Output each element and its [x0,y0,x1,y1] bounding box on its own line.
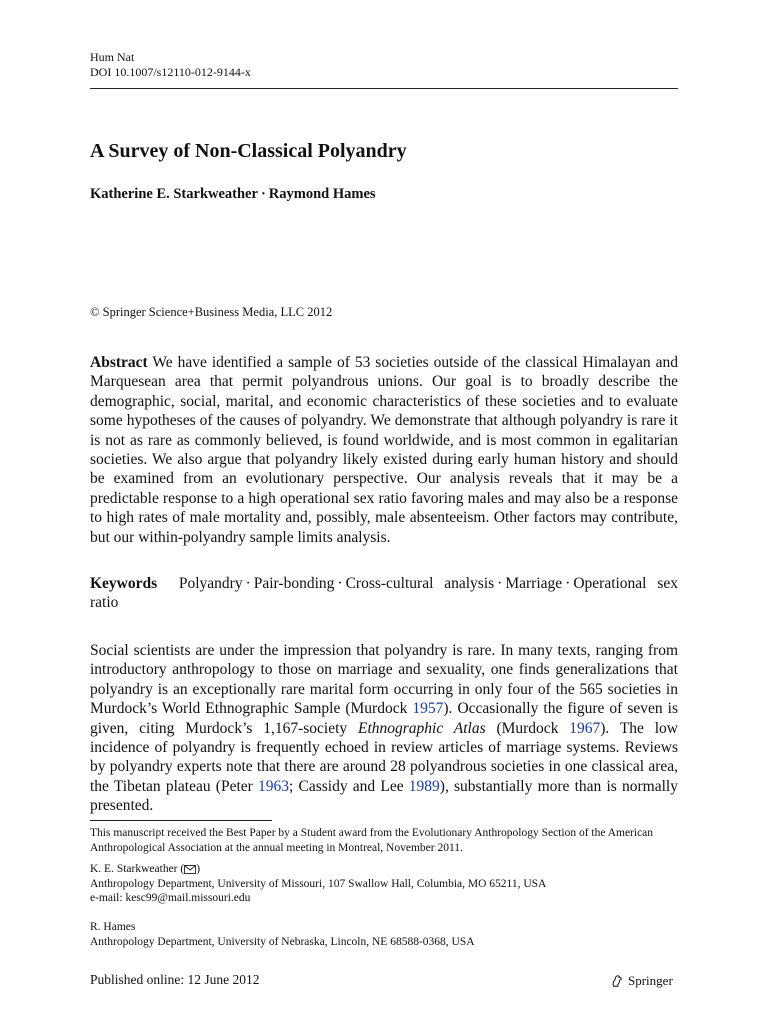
italic-title: Ethnographic Atlas [357,719,486,737]
keyword: Marriage [505,575,563,592]
doi: DOI 10.1007/s12110-012-9144-x [90,65,251,79]
email[interactable]: e-mail: kesc99@mail.missouri.edu [90,892,251,905]
published-date: Published online: 12 June 2012 [90,972,260,987]
envelope-icon [184,865,196,874]
keyword: Pair-bonding [253,575,335,592]
affiliation-2 [90,920,690,949]
copyright-notice: © Springer Science+Business Media, LLC 2012 [90,305,333,319]
author-name: Raymond Hames [268,186,376,202]
keyword: Cross-cultural analysis [345,575,495,592]
citation-link[interactable]: 1967 [569,719,601,737]
keywords-label: Keywords [90,575,158,592]
affiliation-dept: Anthropology Department, University of Nebraska, Lincoln, NE 68588-0368, USA [90,935,475,948]
publisher-logo [610,973,673,989]
header-rule [90,88,678,89]
affiliation-dept: Anthropology Department, University of Missouri, 107 Swallow Hall, Columbia, MO 65211, USA [90,877,547,890]
footnote-rule [90,820,272,821]
keywords: Keywords Polyandry · Pair-bonding · Cross-cultural analysis · Marriage · Operational sex ratio [90,575,678,612]
abstract-text: We have identified a sample of 53 societies outside of the classical Himalayan and Marquesean area that permit polyandrous unions. Our goal is to broadly describe the demographic, social, marital, and economic characteristics of these societies and to evaluate some hypotheses of the causes of polyandry. We demonstrate that although polyandry is rare it is not as rare as commonly believed, is found worldwide, and is most common in egalitarian societies. We also argue that polyandry likely existed during early human history and should be examined from an evolutionary perspective. Our analysis reveals that it may be a predictable response to a high operational sex ratio favoring males and may also be a response to high rates of male mortality and, possibly, male absenteeism. Other factors may contribute, but our within-polyandry sample limits analysis. [90,354,678,546]
affiliation-author: K. E. Starkweather [90,863,178,875]
abstract [90,353,678,547]
affiliation-1: K. E. Starkweather ( ) Anthropology Department, University of Missouri, 107 Swallow Hall, Columbia, MO 65211, USA e-mail: kesc99@mail.missouri.edu [90,862,690,906]
affiliation-author: R. Hames [90,921,136,933]
keyword: Operational sex ratio [90,575,678,612]
journal-name: Hum Nat [90,50,135,64]
publisher-name: Springer [628,973,673,988]
author-separator: · [260,186,266,202]
paper-title: A Survey of Non-Classical Polyandry [90,140,407,162]
citation-link[interactable]: 1957 [412,700,444,718]
body-paragraph: Social scientists are under the impression that polyandry is rare. In many texts, ranging from introductory anthropology to those on marriage and sexuality, one finds generalizations that polyandry is an exceptionally rare marital form occurring in only four of the 565 societies in Murdock’s World Ethnographic Sample (Murdock 1957). Occasionally the figure of seven is given, citing Murdock’s 1,167-society Ethnographic Atlas (Murdock 1967). The low incidence of polyandry is frequently echoed in review articles of marriage systems. Reviews by polyandry experts note that there are around 28 polyandrous societies in one classical area, the Tibetan plateau (Peter 1963; Cassidy and Lee 1989), substantially more than is normally presented. [90,642,679,815]
citation-link[interactable]: 1963 [258,777,289,795]
citation-link[interactable]: 1989 [408,777,440,795]
keyword: Polyandry [178,575,243,592]
springer-horse-icon [610,974,624,988]
abstract-label: Abstract [90,354,148,371]
author-list [90,186,376,203]
author-name: Katherine E. Starkweather [90,186,258,202]
footnote: This manuscript received the Best Paper by a Student award from the Evolutionary Anthropology Section of the American Anthropological Association at the annual meeting in Montreal, November 2011. [90,827,654,854]
